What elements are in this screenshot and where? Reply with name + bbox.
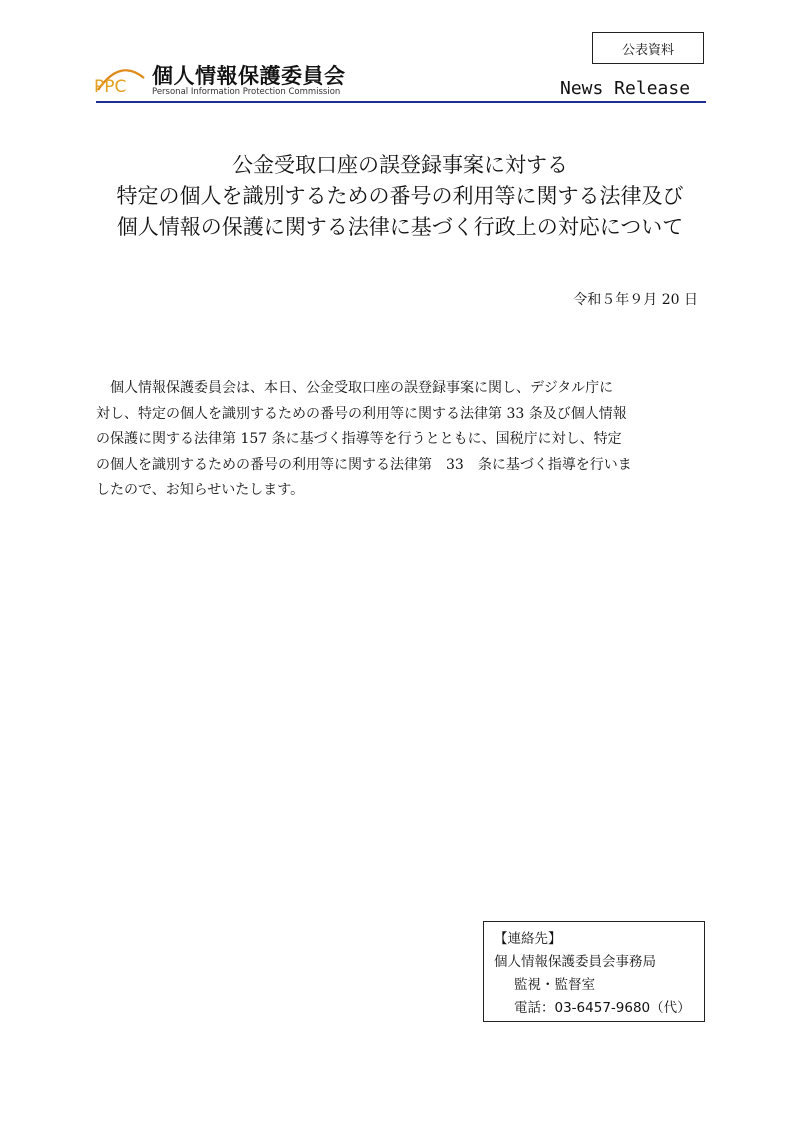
ppc-logo-mark <box>92 64 148 96</box>
public-document-label <box>592 32 704 64</box>
title-line: 公金受取口座の誤登録事案に対する <box>232 153 568 177</box>
body-paragraph <box>96 376 706 504</box>
body-line: の保護に関する法律第 157 条に基づく指導等を行うとともに、国税庁に対し、特定 <box>96 431 622 447</box>
document-title <box>0 150 800 243</box>
organization-name: 個人情報保護委員会 <box>152 64 346 88</box>
public-document-label-text: 公表資料 <box>621 42 674 58</box>
organization-name-english: Personal Information Protection Commission <box>152 87 341 97</box>
body-line: 個人情報保護委員会は、本日、公金受取口座の誤登録事案に関し、デジタル庁に <box>96 380 614 396</box>
body-line: したので、お知らせいたします。 <box>96 482 305 498</box>
title-line: 個人情報の保護に関する法律に基づく行政上の対応について <box>116 215 684 239</box>
contact-heading: 【連絡先】 <box>494 931 562 947</box>
body-line: の個人を識別するための番号の利用等に関する法律第 33 条に基づく指導を行いま <box>96 456 632 473</box>
contact-phone: 電話：03-6457-9680（代） <box>514 1000 691 1016</box>
header-divider <box>96 101 706 103</box>
body-line: 対し、特定の個人を識別するための番号の利用等に関する法律第 33 条及び個人情報 <box>96 405 627 422</box>
ppc-logo <box>92 60 362 100</box>
release-date: 令和５年９月 20 日 <box>573 292 698 308</box>
svg-text:PPC: PPC <box>94 77 127 96</box>
contact-box <box>483 921 705 1022</box>
title-line: 特定の個人を識別するための番号の利用等に関する法律及び <box>116 184 684 208</box>
news-release-label: News Release <box>560 78 691 99</box>
contact-office: 個人情報保護委員会事務局 <box>494 954 656 970</box>
contact-division: 監視・監督室 <box>514 977 595 993</box>
